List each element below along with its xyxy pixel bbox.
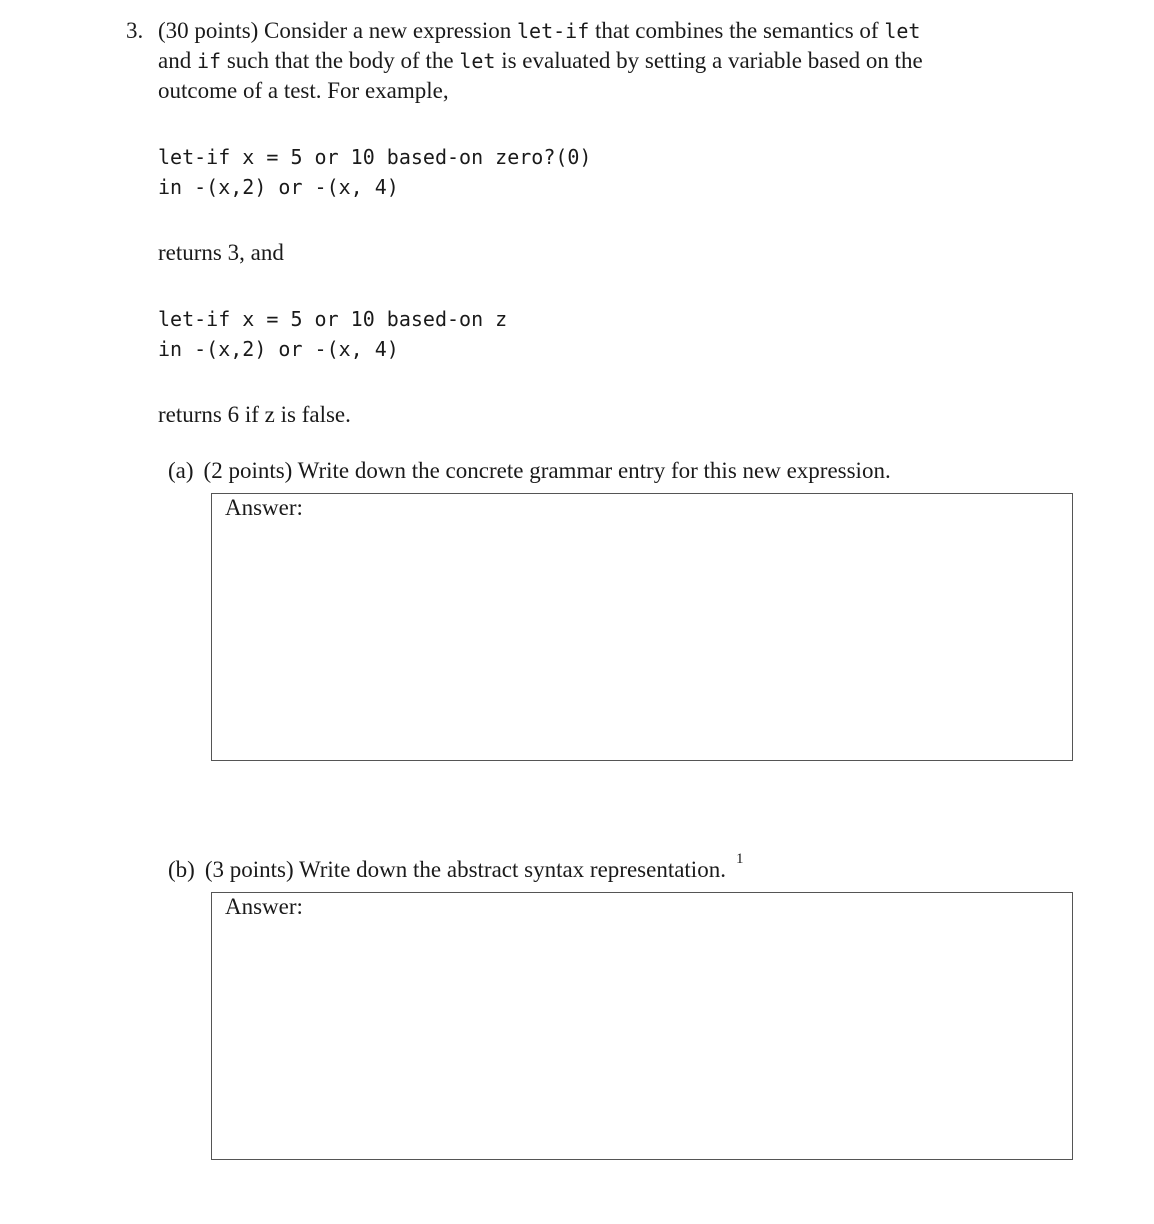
part-a-text: (2 points) Write down the concrete grammar entry for this new expression. <box>203 458 891 483</box>
question-line-1-middle: that combines the semantics of <box>589 18 885 43</box>
part-b-label: (b) <box>168 857 195 882</box>
inline-code-if: if <box>196 49 222 73</box>
inline-code-let-2: let <box>459 49 496 73</box>
example-2-code-line-1: let-if x = 5 or 10 based-on z <box>158 307 508 331</box>
inline-code-let-if: let-if <box>517 19 590 43</box>
example-1-result: returns 3, and <box>158 240 284 265</box>
inline-code-let: let <box>884 19 921 43</box>
example-2-code-line-2: in -(x,2) or -(x, 4) <box>158 337 399 361</box>
question-number: 3. <box>126 18 144 43</box>
part-a-answer-box[interactable] <box>211 493 1073 761</box>
footnote-marker: 1 <box>735 851 744 867</box>
question-line-1-prefix: (30 points) Consider a new expression <box>158 18 517 43</box>
question-line-2-prefix: and <box>158 48 197 73</box>
part-b-answer-label: Answer: <box>225 894 303 919</box>
part-a-prompt <box>168 458 891 484</box>
example-1-code-line-1: let-if x = 5 or 10 based-on zero?(0) <box>158 145 592 169</box>
part-b-prompt <box>168 851 744 883</box>
question-line-2-middle: such that the body of the <box>221 48 460 73</box>
part-b-answer-box[interactable] <box>211 892 1073 1160</box>
part-b-text: (3 points) Write down the abstract syntax representation. <box>204 857 726 882</box>
question-line-2 <box>158 48 923 74</box>
question-line-3: outcome of a test. For example, <box>158 78 449 103</box>
example-2-result: returns 6 if z is false. <box>158 402 351 427</box>
question-line-1 <box>158 18 920 44</box>
part-a-answer-label: Answer: <box>225 495 303 520</box>
question-line-2-suffix: is evaluated by setting a variable based on the <box>495 48 923 73</box>
example-1-code-line-2: in -(x,2) or -(x, 4) <box>158 175 399 199</box>
part-a-label: (a) <box>168 458 194 483</box>
